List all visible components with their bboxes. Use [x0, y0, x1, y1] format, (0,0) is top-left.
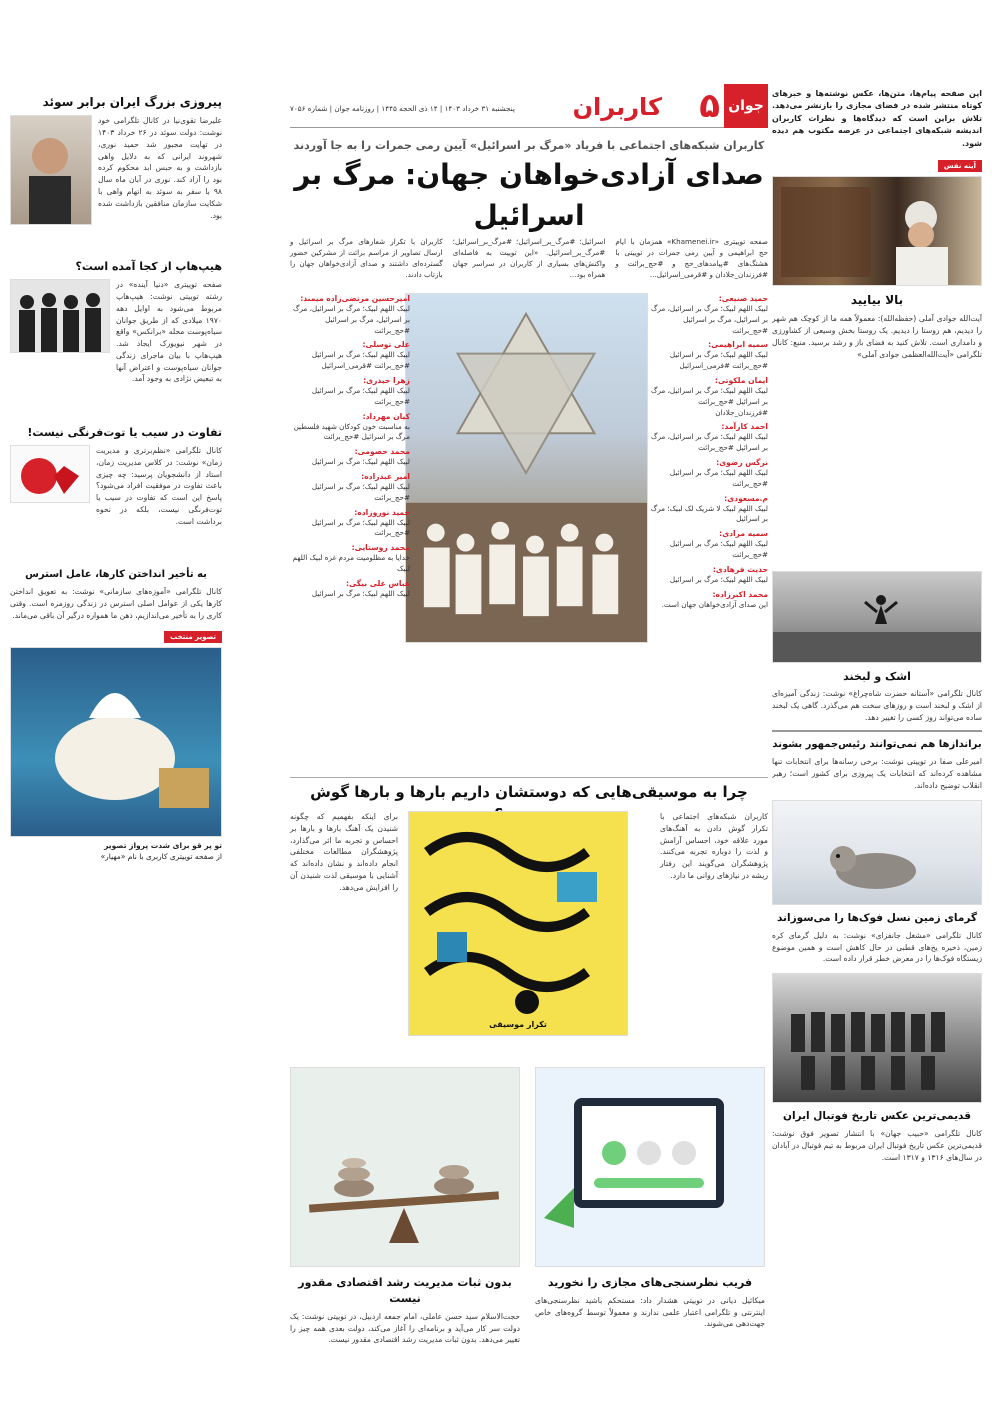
quote-item: حمید صنیعی: لبیک اللهم لبیک؛ مرگ بر اسرائیل، مرگ بر اسرائیل، مرگ بر اسرائیل #حج_برائت	[651, 294, 768, 335]
story-3	[10, 445, 222, 527]
story-title: به تأخیر انداختن کارها، عامل استرس	[25, 568, 207, 580]
quote-item: علی توسلی: لبیک اللهم لبیک؛ مرگ بر اسرائیل #حج_برائت #قرمی_اسرائیل	[311, 340, 410, 371]
apple-strawberry-photo	[10, 445, 90, 503]
photo-caption: تو پر قو برای شدت پرواز تصویر	[104, 841, 222, 851]
section-tag: آینه نفس	[938, 160, 982, 172]
portrait-icon	[772, 177, 981, 286]
section-title: کاربران	[572, 93, 662, 121]
music-article	[290, 777, 768, 1030]
seal-icon	[772, 801, 981, 905]
photo-source: از صفحه توییتری کاربری با نام «مهیار»	[100, 852, 222, 862]
quote-item: محمد اکبرزاده: این صدای آزادی‌خواهان جهان است.	[661, 589, 768, 609]
quotes-left	[290, 290, 410, 600]
quote-item: محمد حصومی: لبیک اللهم لبیک؛ مرگ بر اسرائیل	[311, 447, 410, 467]
quote-item: حمید نوروزاده: لبیک اللهم لبیک؛ مرگ بر اسرائیل #حج_برائت	[311, 507, 410, 538]
right-story-1	[772, 160, 982, 361]
section-tag: تصویر منتخب	[164, 631, 222, 643]
music-artwork	[408, 811, 628, 1036]
story-text: کانال تلگرامی «نظم‌برتری و مدیریت زمان» نوشت: در کلاس مدیریت زمان، استاد از دانشجویان پرسید: چه چیزی باعث تفاوت در موفقیت افراد می‌شود؟ پاسخ این است که تفاوت در سیب یا توت‌فرنگی نیست، بلکه در نحوه برداشت است.	[96, 446, 222, 526]
quote-item: امیر عبدزاده: لبیک اللهم لبیک؛ مرگ بر اسرائیل #حج_برائت	[311, 471, 410, 502]
page-number: ۵	[699, 86, 720, 126]
calligraphy-icon	[408, 812, 627, 1036]
quote-item: سمیه ابراهیمی: لبیک اللهم لبیک؛ مرگ بر اسرائیل #حج_برائت #فرمی_اسرائیل	[669, 340, 768, 371]
card-text: حجت‌الاسلام سید حسن عاملی، امام جمعه اردبیل، در توییتی نوشت: یک دولت سر کار می‌آید و برنامه‌ای را آغاز می‌کند، دولت بعدی همه چیز را تغییر می‌دهد. بدون ثبات مدیریت رشد اقتصادی مقدور نیست.	[290, 1311, 520, 1345]
quote-item: ایمان ملکوتی: لبیک اللهم لبیک؛ مرگ بر اسرائیل، مرگ بر اسرائیل #حج_برائت #فرزندان_جلادان	[651, 375, 768, 417]
hero-kicker: کاربران شبکه‌های اجتماعی با فریاد «مرگ بر اسرائیل» آیین رمی جمرات را به جا آوردند	[293, 139, 765, 152]
music-title: چرا به موسیقی‌هایی که دوستشان داریم بارها و بارها گوش	[290, 777, 768, 830]
music-text-right: کاربران شبکه‌های اجتماعی با تکرار گوش دادن به آهنگ‌های مورد علاقه خود، احساس آرامش و لذت را دوباره تجربه می‌کنند. پژوهشگران می‌گویند این رفتار ریشه در نیازهای روانی ما دارد.	[660, 812, 768, 880]
quote-item: امیرحسین مرتضی‌زاده میمند: لبیک اللهم لبیک؛ مرگ بر اسرائیل، مرگ بر اسرائیل، مرگ بر اسرائیل #حج_برائت	[293, 294, 410, 335]
left-column	[10, 70, 222, 1397]
story-text: کانال تلگرامی «حبیب جهان» با انتشار تصویر فوق نوشت: قدیمی‌ترین عکس تاریخ فوتبال ایران مربوط به تیم فوتبال در آبادان در سال‌های ۱۳۱۶ و ۱۳۱۷ است.	[772, 1129, 982, 1162]
story-1	[10, 115, 222, 225]
story-title: بالا بیایید	[850, 293, 904, 308]
card-text: میکائیل دیانی در توییتی هشدار داد: مستحکم باشید نظرسنجی‌های اینترنتی و تلگرامی اعتبار علمی ندارند و معمولاً توسط گروه‌های خاص جهت‌دهی می‌شوند.	[535, 1295, 765, 1329]
right-column	[772, 70, 982, 1397]
featured-photo-box	[10, 631, 222, 863]
story-text: صفحه توییتری «دنیا آینده» در رشته توییتی نوشت: هیپ‌هاپ مربوط می‌شود به اوایل دهه ۱۹۷۰ میلادی که از طریق جوانان سیاه‌پوست محله «برانکس» واقع در شهر نیویورک ایجاد شد. هیپ‌هاپ با بیان ماجرای زندگی جوانان سیاه‌پوست و اعتراض آنها به تبعیض نژادی به وجود آمد.	[116, 280, 222, 384]
survey-illustration	[535, 1067, 765, 1267]
silhouette-icon	[772, 572, 981, 663]
hamid-nouri-photo	[10, 115, 92, 225]
bottom-card-left	[290, 1067, 520, 1346]
quote-item: کیان مهرداد: به مناسبت خون کودکان شهید فلسطین مرگ بر اسرائیل #حج_برائت	[293, 411, 410, 442]
balance-illustration	[290, 1067, 520, 1267]
star-monument-icon	[406, 294, 647, 642]
hiphop-group-photo	[10, 279, 110, 353]
swan-icon	[10, 648, 221, 837]
card-title: بدون ثبات مدیریت رشد اقتصادی مقدور نیست	[298, 1276, 512, 1305]
story-title: پیروزی بزرگ ایران برابر سوئد	[42, 95, 222, 109]
quote-item: احمد کارآمد: لبیک اللهم لبیک؛ مرگ بر اسرائیل، مرگ بر اسرائیل #حج_برائت	[651, 422, 768, 453]
story-text: کانال تلگرامی «آستانه حضرت شاه‌چراغ» نوشت: زندگی آمیزه‌ای از اشک و لبخند است و روزهای سخت هم می‌گذرد. گاهی یک لبخند ساده می‌تواند روز کسی را تغییر دهد.	[772, 689, 982, 723]
intro-column: صفحه توییتری «Khamenei.ir» همزمان با ایام حج ابراهیمی و آیین رمی جمرات در توییتی با هشتگ‌های #پیامدهای_حج و #حج_برائت و #فرزندان_جلادان و #قرمی_اسرائیل...	[615, 237, 768, 280]
story-title: اشک و لبخند	[843, 669, 911, 683]
quote-item: حدیث فرهادی: لبیک اللهم لبیک؛ مرگ بر اسرائیل	[669, 564, 768, 584]
portrait-icon	[10, 116, 91, 225]
music-text-left: برای اینکه بفهمیم که چگونه شنیدن یک آهنگ بارها و بارها بر احساس و تجربه ما اثر می‌گذارد، پژوهشگران مطالعات مختلفی انجام داده‌اند و نشان داده‌اند که آشنایی با موسیقی لذت شنیدن آن را افزایش می‌دهد.	[290, 812, 398, 892]
quotes-right	[648, 290, 768, 610]
story-text: علیرضا تقوی‌نیا در کانال تلگرامی خود نوشت: دولت سوئد در ۲۶ خرداد ۱۴۰۳ در تهایت مجبور شد حمید نوری، شهروند ایرانی که به دلایل واهی بازداشت و به حبس ابد محکوم کرده بود را آزاد کند. نوری در آبان ماه سال ۹۸ با سفر به سوئد به اتهام واهی با شکایت سازمان منافقین بازداشت شده بود.	[98, 116, 222, 220]
hero-intro	[290, 236, 768, 281]
art-caption: تکرار موسیقی	[489, 1020, 547, 1030]
story-text: آیت‌الله جوادی آملی (حفظه‌الله): معمولاً همه ما از کوچک هم شهر را دیدیم، هم روستا را دیدیم. یک روستا بخش وسیعی از کشاورزی و دامداری است. تلاش کنید به فضای باز و رشد برسید. منبع: کانال تلگرامی «آیت‌الله‌العظمی جوادی آملی»	[772, 314, 982, 359]
hero-title: صدای آزادی‌خواهان جهان: مرگ بر اسرائیل	[294, 158, 764, 232]
divider	[772, 730, 982, 732]
seal-photo	[772, 800, 982, 905]
page-intro: این صفحه پیام‌ها، متن‌ها، عکس نوشته‌ها و خبرهای کوتاه منتشر شده در فضای مجازی را بازنشر می‌دهد. تلاش براین است که دیدگاه‌ها و نظرات کاربران اندیشه شبکه‌های اجتماعی در عرصه مکتوب هم دیده شود.	[772, 89, 982, 148]
story-title: تفاوت در سیب یا توت‌فرنگی نیست!	[27, 426, 222, 440]
beach-photo	[772, 571, 982, 663]
football-team-photo	[772, 973, 982, 1103]
story-title: برانداز‌ها هم نمی‌توانند رئیس‌جمهور بشوند	[772, 738, 982, 750]
quote-item: محمد روستایی: خدایا به مظلومیت مردم غزه لبیک اللهم لبیک	[292, 543, 410, 573]
newspaper-logo: جوان	[724, 84, 768, 128]
team-photo-icon	[772, 974, 981, 1103]
story-title: قدیمی‌ترین عکس تاریخ فوتبال ایران	[783, 1110, 971, 1123]
story-title: گرمای زمین نسل فوک‌ها را می‌سوزاند	[776, 911, 978, 924]
story-text: کانال تلگرامی «مشغل جانفزای» نوشت: به دلیل گرمای کره زمین، ذخیره یخ‌های قطبی در حال کاهش است و همین موضوع زیستگاه فوک‌ها را در معرض خطر قرار داده است.	[772, 930, 982, 964]
story-text: کانال تلگرامی «آموزه‌های سازمانی» نوشت: به تعویق انداختن کارها یکی از عوامل اصلی استرس در زندگی روزمره است. وقتی کاری را به تأخیر می‌اندازیم، ذهن ما همواره درگیر آن باقی می‌ماند.	[10, 587, 222, 620]
quote-item: نرگس رضوی: لبیک اللهم لبیک؛ مرگ بر اسرائیل #حج_برائت	[669, 457, 768, 488]
group-photo-icon	[10, 280, 109, 353]
quote-item: زهرا حیدری: لبیک اللهم لبیک؛ مرگ بر اسرائیل #حج_برائت	[311, 375, 410, 406]
swan-photo	[10, 647, 222, 837]
story-text: امیرعلی صفا در توییتی نوشت: برخی رسانه‌ها برای انتخابات تنها مشاهده کرده‌اند که انتخابات یک پیروزی برای کشور است؛ رهبر انقلاب توضیح داده‌اند.	[772, 757, 982, 790]
balance-stones-icon	[290, 1068, 519, 1267]
bottom-card-right	[535, 1067, 765, 1330]
hajj-photo	[405, 293, 648, 643]
masthead	[290, 84, 768, 128]
tablet-survey-icon	[535, 1068, 764, 1267]
quote-item: عباس علی بیگی: لبیک اللهم لبیک؛ مرگ بر اسرائیل	[311, 578, 410, 598]
apple-icon	[10, 446, 89, 503]
card-title: فریب نظرسنجی‌های مجازی را نخورید	[547, 1276, 753, 1289]
story-2	[10, 279, 222, 385]
intro-column: اسرائیل؛ #مرگ_بر_اسرائیل؛ #مرگ_بر_اسرائیل؛ #مرگ_بر_اسرائیل. «این توییت به فاصله‌ای واکنش‌های بسیاری از کاربران در سراسر جهان همراه بود...	[452, 237, 606, 280]
date-line: پنجشنبه ۳۱ خرداد ۱۴۰۳ | ۱۴ ذی الحجه ۱۴۴۵ | روزنامه جوان | شماره ۷۰۵۶	[290, 104, 515, 113]
quote-item: م.مسعودی: لبیک اللهم لبیک لا شریک لک لبیک؛ مرگ بر اسرائیل	[650, 493, 768, 524]
quote-item: سمیه مرادی: لبیک اللهم لبیک؛ مرگ بر اسرائیل #حج_برائت	[669, 529, 768, 559]
intro-column: کاربران با تکرار شعارهای مرگ بر اسرائیل و ارسال تصاویر از مراسم برائت از مشرکین حضور گسترده‌ای داشتند و صدای آزادی‌خواهان جهان را بازتاب دادند.	[289, 237, 443, 280]
story-title: هیپ‌هاپ از کجا آمده است؟	[75, 260, 222, 274]
cleric-photo	[772, 176, 982, 286]
